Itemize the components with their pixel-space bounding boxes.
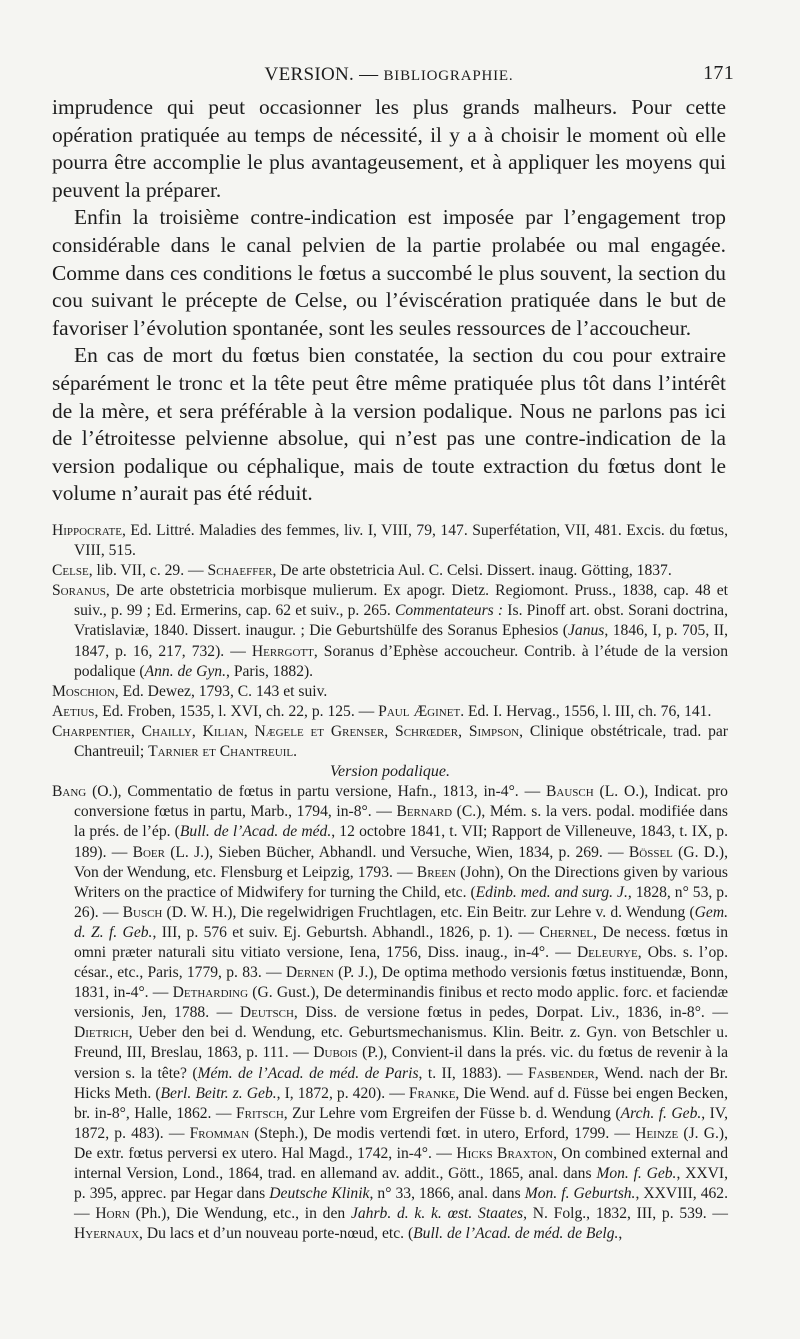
- bib-text: , De necess. fœtus in omni præter naturali situ vitiato versione, Iena, 1756, Diss. inaug., in-4°. —: [74, 923, 728, 961]
- bib-text: Is. Pinoff art. obst. Sorani doctrina, Vratislaviæ, 1840. Dissert. inaugur. ; Die Geburtshülfe des Soranus Ephesios (: [74, 602, 729, 640]
- author-name: Bössel: [628, 843, 673, 861]
- author-name: Aetius: [52, 702, 95, 720]
- author-name: Dubois: [313, 1044, 358, 1062]
- bib-text: , XXVI, p. 395, apprec. par Hegar dans: [74, 1165, 729, 1203]
- bib-text: . Ed. I. Hervag., 1556, l. III, ch. 76, 141.: [460, 702, 712, 720]
- bib-text: , lib. VII, c. 29. —: [88, 562, 208, 580]
- bib-text: , On combined external and internal Version, Lond., 1864, trad. en allemand av. addit., Gött., 1865, anal. dans: [74, 1144, 728, 1182]
- bib-text: , Ed. Littré. Maladies des femmes, liv. I, VIII, 79, 147. Superfétation, VII, 481. Excis. du fœtus, VIII, 515.: [74, 522, 728, 560]
- paragraph-3: En cas de mort du fœtus bien constatée, la section du cou pour extraire séparément le tronc et la tête peut être même pratiquée plus tôt dans l’intérêt de la mère, et sera préférable à la version podalique. Nous ne parlons pas ici de l’étroitesse pelvienne absolue, qui n’est pas une contre-indication de la version podalique ou céphalique, mais de toute extraction du fœtus dont le volume n’aurait pas été réduit.: [52, 343, 726, 506]
- running-title: [52, 64, 726, 86]
- author-name: Busch: [122, 903, 163, 921]
- author-name: Moschion: [52, 682, 115, 700]
- author-name: Bernard: [396, 803, 453, 821]
- bib-text: , Soranus d’Ephèse accoucheur. Contrib. à l’étude de la version podalique (: [74, 642, 728, 680]
- bib-text: , III, p. 576 et suiv. Ej. Geburtsh. Abhandl., 1826, p. 1). —: [152, 923, 540, 941]
- author-name: Franke: [408, 1084, 456, 1102]
- author-name: Dietrich: [74, 1024, 129, 1042]
- bib-text: (P.), Convient-il dans la prés. vic. du fœtus de revenir à la version s. la tête? (: [74, 1044, 728, 1082]
- bib-text: (L. O.), Indicat. pro conversione fœtus in partu, Marb., 1794, in-8°. —: [74, 783, 728, 821]
- bib-text: (Ph.), Die Wendung, etc., in den: [129, 1205, 351, 1223]
- bib-italic: Deutsche Klinik: [269, 1185, 370, 1203]
- bib-text: , n° 33, 1866, anal. dans: [369, 1185, 525, 1203]
- bib-italic: Mon. f. Geburtsh.: [524, 1185, 636, 1203]
- bib-italic: Ann. de Gyn.: [144, 662, 227, 680]
- author-name: Breen: [416, 863, 456, 881]
- bib-text: , Ed. Froben, 1535, l. XVI, ch. 22, p. 125. —: [94, 702, 379, 720]
- bib-text: , Paris, 1882).: [226, 662, 314, 680]
- bib-text: (G. Gust.), De determinandis finibus et recto modo applic. forc. et faciendæ versionis, Jen, 1788. —: [74, 984, 728, 1022]
- author-name: Boer: [132, 843, 165, 861]
- author-name: Fromman: [189, 1124, 250, 1142]
- bib-text: , De arte obstetricia morbisque mulierum. Ex apogr. Dietz. Regiomont. Pruss., 1838, cap. 48 et suiv., p. 99 ; Ed. Ermerins, cap. 62 et suiv., p. 265.: [74, 582, 728, 620]
- paragraph-1: imprudence qui peut occasionner les plus grands malheurs. Pour cette opération pratiquée au temps de nécessité, il y a à choisir le moment où elle pourra être accomplie le plus avantageusement, et à appliquer les moyens qui peuvent la préparer.: [52, 95, 726, 202]
- bib-text: (P. J.), De optima methodo versionis fœtus instituendæ, Bonn, 1831, in-4°. —: [74, 964, 728, 1002]
- section-title: Version podalique.: [330, 763, 450, 781]
- bib-text: , Ueber den bei d. Wendung, etc. Geburtsmechanismus. Klin. Beitr. z. Gyn. von Betschler u. Freund, III, Breslau, 1863, p. 111. —: [74, 1024, 728, 1062]
- bib-text: , Obs. s. l’op. césar., etc., Paris, 1779, p. 83. —: [74, 943, 729, 982]
- author-name: Charpentier, Chailly, Kilian, Nægele et Grenser, Schrœder, Simpson: [52, 722, 520, 740]
- bib-text: , 1846, I, p. 705, II, 1847, p. 16, 217, 732). —: [74, 622, 728, 660]
- bib-italic: Gem. d. Z. f. Geb.: [74, 903, 728, 941]
- bib-entry: [52, 682, 728, 702]
- running-head: [52, 60, 734, 90]
- author-name: Herrgott: [251, 642, 314, 660]
- bib-text: , Clinique obstétricale, trad. par Chantreuil;: [74, 722, 728, 761]
- running-title-left: VERSION.: [264, 64, 355, 85]
- bib-text: (John), On the Directions given by various Writers on the practice of Midwifery for turning the Child, etc. (: [74, 863, 728, 901]
- bib-text: (O.), Commentatio de fœtus in partu versione, Hafn., 1813, in-4°. —: [86, 783, 547, 801]
- bib-text: .: [293, 743, 298, 761]
- bib-entry-version: [52, 782, 728, 1244]
- author-name: Paul Æginet: [378, 702, 461, 720]
- bib-text: , Wend. nach der Br. Hicks Meth. (: [74, 1064, 729, 1102]
- author-name: Fritsch: [235, 1104, 284, 1122]
- bib-text: , Zur Lehre vom Ergreifen der Füsse b. d. Wendung (: [283, 1104, 621, 1122]
- bib-entry: [52, 561, 728, 581]
- bib-italic: Arch. f. Geb.: [620, 1104, 702, 1122]
- bib-text: ,: [618, 1225, 623, 1243]
- bib-italic: Bull. de l’Acad. de méd.: [179, 823, 332, 841]
- bib-text: (D. W. H.), Die regelwidrigen Fruchtlagen, etc. Ein Beitr. zur Lehre v. d. Wendung (: [162, 903, 695, 921]
- bib-italic: Berl. Beitr. z. Geb.: [160, 1084, 277, 1102]
- bib-italic: Jahrb. d. k. k. œst. Staates: [350, 1205, 524, 1223]
- bib-text: , XXVIII, 462. —: [74, 1185, 729, 1223]
- author-name: Celse: [52, 562, 89, 580]
- author-name: Chernel: [539, 923, 594, 941]
- author-name: Bang: [52, 783, 87, 801]
- author-name: Hicks Braxton: [456, 1144, 554, 1162]
- author-name: Deutsch: [239, 1004, 294, 1022]
- author-name: Detharding: [172, 984, 249, 1002]
- bib-italic: Janus: [568, 622, 605, 640]
- author-name: Tarnier et Chantreuil: [148, 743, 294, 761]
- bib-italic: Mon. f. Geb.: [596, 1165, 677, 1182]
- bib-text: (Steph.), De modis vertendi fœt. in utero, Erford, 1799. —: [249, 1124, 636, 1142]
- bib-text: (J. G.), De extr. fœtus perversi ex utero. Hal Magd., 1742, in-4°. —: [74, 1124, 729, 1162]
- bib-text: , N. Folg., 1832, III, p. 539. —: [523, 1205, 728, 1223]
- bib-entry: [52, 722, 728, 762]
- bib-text: , I, 1872, p. 420). —: [276, 1084, 409, 1102]
- author-name: Hyernaux: [74, 1225, 140, 1243]
- running-title-dash: —: [359, 64, 379, 85]
- author-name: Hippocrate: [52, 522, 122, 539]
- bib-italic: Commentateurs :: [394, 602, 504, 620]
- author-name: Horn: [95, 1205, 130, 1223]
- author-name: Soranus: [52, 582, 106, 600]
- bib-text: , 12 octobre 1841, t. VII; Rapport de Villeneuve, 1843, t. IX, p. 189). —: [74, 823, 728, 861]
- author-name: Fasbender: [528, 1064, 595, 1082]
- bib-text: (G. D.), Von der Wendung, etc. Flensburg et Leipzig, 1793. —: [74, 843, 728, 881]
- bib-text: , Diss. de versione fœtus in pedes, Dorpat. Liv., 1836, in-8°. —: [293, 1004, 728, 1022]
- bib-text: , IV, 1872, p. 483). —: [74, 1104, 729, 1142]
- bib-italic: Edinb. med. and surg. J.: [475, 883, 628, 901]
- bib-text: , De arte obstetricia Aul. C. Celsi. Dissert. inaug. Götting, 1837.: [272, 562, 672, 580]
- bib-text: , Die Wend. auf d. Füsse bei engen Becken, br. in-8°, Halle, 1862. —: [74, 1084, 728, 1122]
- body-text: [52, 94, 726, 508]
- bib-italic: Mém. de l’Acad. de méd. de Paris: [197, 1064, 419, 1082]
- bib-italic: Bull. de l’Acad. de méd. de Belg.: [413, 1225, 619, 1243]
- bib-text: , Ed. Dewez, 1793, C. 143 et suiv.: [114, 682, 328, 700]
- page-number: 171: [703, 62, 734, 84]
- author-name: Deleurye: [576, 943, 638, 961]
- bib-text: , t. II, 1883). —: [418, 1064, 529, 1082]
- bibliography: [52, 521, 728, 1244]
- author-name: Heinze: [635, 1124, 679, 1142]
- bib-entry: [52, 702, 728, 722]
- author-name: Dernen: [285, 964, 334, 982]
- bib-text: (C.), Mém. s. la vers. podal. modifiée dans la prés. de l’ép. (: [74, 803, 728, 841]
- bib-text: (L. J.), Sieben Bücher, Abhandl. und Versuche, Wien, 1834, p. 269. —: [164, 843, 629, 861]
- bib-entry: [52, 521, 728, 561]
- bib-text: , Du lacs et d’un nouveau porte-nœud, etc. (: [139, 1225, 414, 1243]
- bib-text: , 1828, n° 53, p. 26). —: [74, 883, 728, 921]
- author-name: Bausch: [546, 783, 594, 801]
- running-title-section: BIBLIOGRAPHIE.: [383, 68, 514, 84]
- paragraph-2: Enfin la troisième contre-indication est imposée par l’engagement trop considérable dans le canal pelvien de la partie prolabée ou mal engagée. Comme dans ces conditions le fœtus a succombé le plus souvent, la section du cou suivant le précepte de Celse, ou l’éviscération pratiquée dans le but de favoriser l’évolution spontanée, sont les seules ressources de l’accoucheur.: [52, 205, 726, 340]
- author-name: Schaeffer: [207, 562, 273, 580]
- bib-entry: [52, 581, 728, 681]
